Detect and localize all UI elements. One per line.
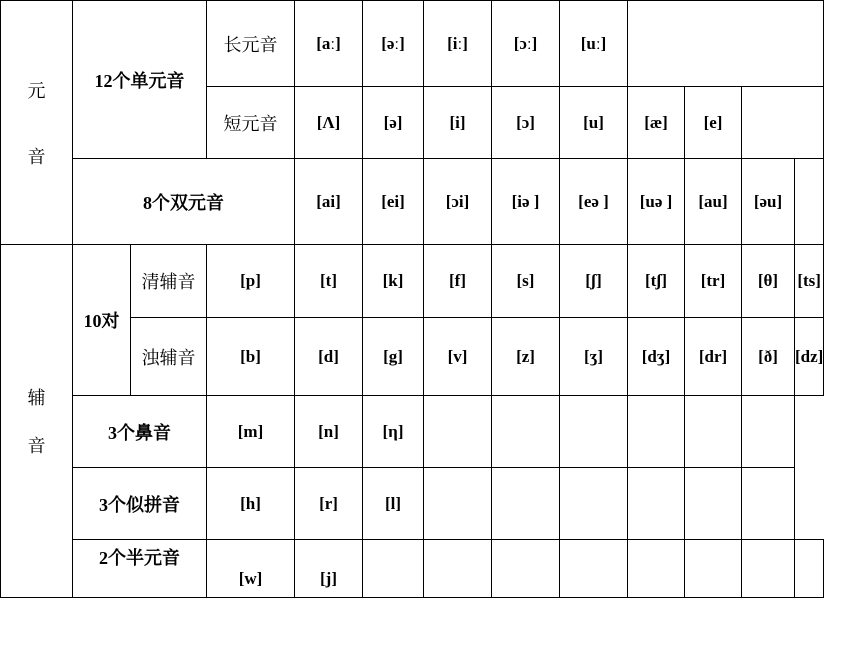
symbol-cell: [s] — [492, 245, 560, 318]
voiced-label: 浊辅音 — [131, 318, 207, 396]
semivowels-label: 2个半元音 — [73, 540, 207, 598]
symbol-cell: [eə ] — [560, 159, 628, 245]
symbol-cell: [f] — [424, 245, 492, 318]
symbol-cell: [i] — [424, 87, 492, 159]
symbol-cell: [tr] — [685, 245, 742, 318]
symbol-cell: [ð] — [742, 318, 795, 396]
empty-cell — [628, 468, 685, 540]
empty-cell — [742, 396, 795, 468]
empty-cell — [685, 540, 742, 598]
symbol-cell: [ɔi] — [424, 159, 492, 245]
symbol-cell: [uə ] — [628, 159, 685, 245]
symbol-cell: [v] — [424, 318, 492, 396]
empty-cell — [628, 540, 685, 598]
symbol-cell: [ʒ] — [560, 318, 628, 396]
symbol-cell: [æ] — [628, 87, 685, 159]
symbol-cell: [w] — [207, 540, 295, 598]
consonants-section-label: 辅 音 — [1, 245, 73, 598]
symbol-cell: [ə] — [363, 87, 424, 159]
symbol-cell: [b] — [207, 318, 295, 396]
empty-cell — [685, 396, 742, 468]
symbol-cell: [z] — [492, 318, 560, 396]
symbol-cell: [t] — [295, 245, 363, 318]
empty-cell — [795, 540, 824, 598]
empty-cell — [742, 540, 795, 598]
symbol-cell: [η] — [363, 396, 424, 468]
empty-cell — [628, 1, 824, 87]
symbol-cell: [θ] — [742, 245, 795, 318]
symbol-cell: [u] — [560, 87, 628, 159]
symbol-cell: [uː] — [560, 1, 628, 87]
symbol-cell: [dʒ] — [628, 318, 685, 396]
voiceless-label: 清辅音 — [131, 245, 207, 318]
empty-cell — [628, 396, 685, 468]
symbol-cell: [au] — [685, 159, 742, 245]
symbol-cell: [dz] — [795, 318, 824, 396]
symbol-cell: [əː] — [363, 1, 424, 87]
empty-cell — [424, 468, 492, 540]
symbol-cell: [əu] — [742, 159, 795, 245]
empty-cell — [424, 396, 492, 468]
empty-cell — [560, 468, 628, 540]
empty-cell — [492, 396, 560, 468]
diphthongs-label: 8个双元音 — [73, 159, 295, 245]
symbol-cell: [ɔː] — [492, 1, 560, 87]
short-vowels-label: 短元音 — [207, 87, 295, 159]
symbol-cell: [ɔ] — [492, 87, 560, 159]
empty-cell — [424, 540, 492, 598]
symbol-cell: [m] — [207, 396, 295, 468]
symbol-cell: [g] — [363, 318, 424, 396]
empty-cell — [492, 468, 560, 540]
symbol-cell: [h] — [207, 468, 295, 540]
monophthongs-label: 12个单元音 — [73, 1, 207, 159]
symbol-cell: [p] — [207, 245, 295, 318]
symbol-cell: [ei] — [363, 159, 424, 245]
symbol-cell: [l] — [363, 468, 424, 540]
empty-cell — [363, 540, 424, 598]
empty-cell — [492, 540, 560, 598]
symbol-cell: [e] — [685, 87, 742, 159]
empty-cell — [685, 468, 742, 540]
symbol-cell: [k] — [363, 245, 424, 318]
symbol-cell: [ai] — [295, 159, 363, 245]
symbol-cell: [aː] — [295, 1, 363, 87]
symbol-cell: [r] — [295, 468, 363, 540]
vowels-section-label: 元 音 — [1, 1, 73, 245]
empty-cell — [795, 159, 824, 245]
empty-cell — [742, 87, 824, 159]
nasals-label: 3个鼻音 — [73, 396, 207, 468]
symbol-cell: [dr] — [685, 318, 742, 396]
symbol-cell: [ts] — [795, 245, 824, 318]
empty-cell — [560, 396, 628, 468]
empty-cell — [742, 468, 795, 540]
symbol-cell: [Λ] — [295, 87, 363, 159]
symbol-cell: [tʃ] — [628, 245, 685, 318]
symbol-cell: [ʃ] — [560, 245, 628, 318]
symbol-cell: [d] — [295, 318, 363, 396]
symbol-cell: [iə ] — [492, 159, 560, 245]
symbol-cell: [j] — [295, 540, 363, 598]
empty-cell — [560, 540, 628, 598]
symbol-cell: [iː] — [424, 1, 492, 87]
long-vowels-label: 长元音 — [207, 1, 295, 87]
symbol-cell: [n] — [295, 396, 363, 468]
similar-sounds-label: 3个似拼音 — [73, 468, 207, 540]
pairs-label: 10对 — [73, 245, 131, 396]
